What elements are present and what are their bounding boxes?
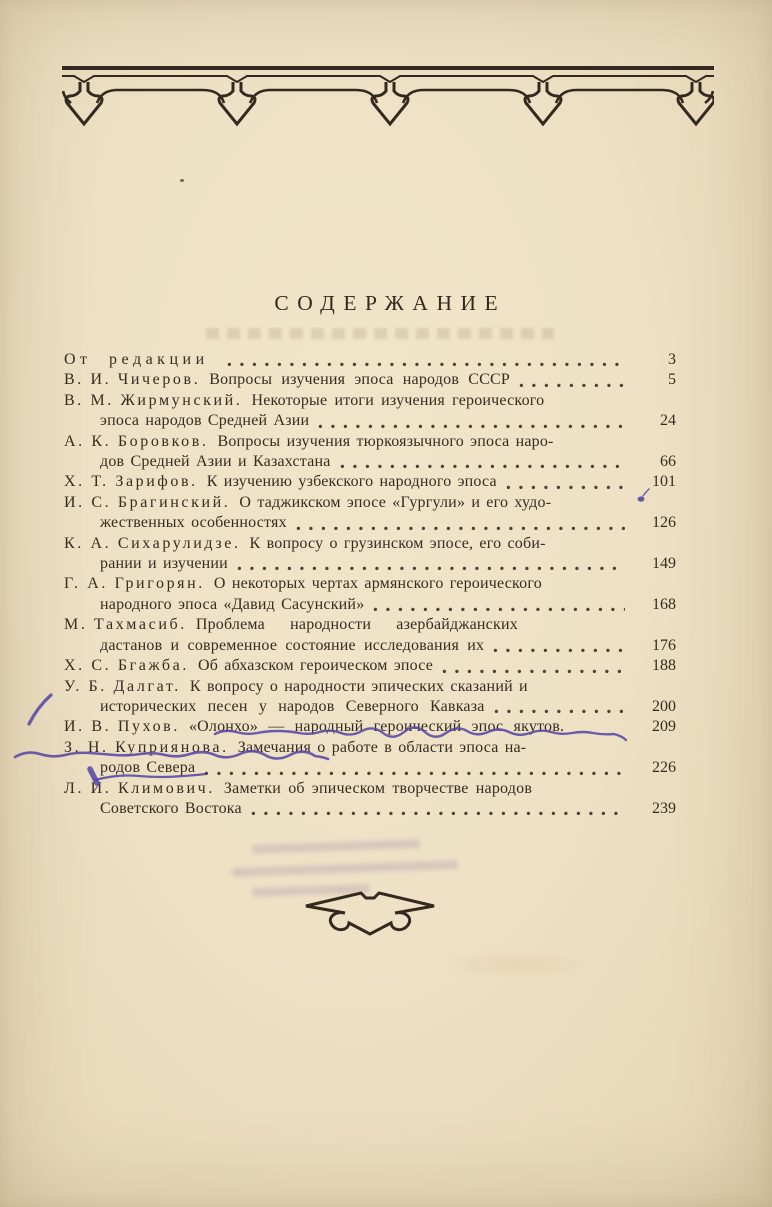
dot-leader [573, 717, 625, 737]
curled-rule [403, 90, 530, 103]
toc-entry-author: З. Н. Куприянова. [64, 738, 229, 756]
toc-entry [64, 779, 676, 820]
toc-entry-author: У. Б. Далгат. [64, 677, 181, 695]
toc-entry-line [64, 472, 676, 492]
toc-entry [64, 717, 676, 737]
toc-entry-line [64, 779, 676, 799]
dot-leader [373, 595, 625, 615]
curled-rule [250, 90, 377, 103]
toc-entry [64, 350, 676, 370]
toc-entry [64, 615, 676, 656]
toc-entry-line-continuation [64, 554, 676, 574]
toc-entry-author: Х. Т. Зарифов. [64, 473, 198, 491]
toc-entry-line-continuation [64, 595, 676, 615]
toc-entry-author: От редакции [64, 351, 209, 368]
toc-entry-line [64, 656, 676, 676]
toc-entry-title: К вопросу о грузинском эпосе, его соби- [249, 534, 546, 552]
toc-entry-page: 226 [652, 759, 676, 777]
toc-entry-line-continuation [64, 799, 676, 819]
dot-leader [442, 656, 625, 676]
toc-entry-author: М. Тахмасиб. [64, 616, 187, 634]
toc-entry-line-continuation [64, 636, 676, 656]
toc-entry-author: В. М. Жирмунский. [64, 391, 243, 409]
arrow-pendant-icon [678, 82, 714, 124]
toc-entry-line [64, 534, 676, 554]
toc-entry-page: 24 [660, 412, 676, 430]
toc-entry-line [64, 677, 676, 697]
toc-entry [64, 370, 676, 390]
toc-entry-line [64, 432, 676, 452]
toc-entry-title: Проблема народности азербайджанских [195, 616, 518, 634]
toc-entry-page: 239 [652, 799, 676, 817]
toc-entry [64, 391, 676, 432]
show-through-stamp [232, 860, 458, 877]
toc-entry-title-continuation: рании и изучении [100, 555, 228, 573]
toc-entry [64, 738, 676, 779]
toc-entry-author: А. К. Боровков. [64, 432, 209, 450]
toc-entry-author: В. И. Чичеров. [64, 371, 201, 389]
dot-leader [204, 758, 625, 778]
dot-leader [296, 513, 625, 533]
toc-entry-author: Х. С. Бгажба. [64, 657, 189, 675]
toc-entry-title: Вопросы изучения эпоса народов СССР [209, 371, 510, 389]
toc-entry-title: «Олонхо» — народный героический эпос якутов. [188, 718, 565, 736]
toc-entry [64, 574, 676, 615]
dot-leader [506, 472, 625, 492]
toc-entry-title-continuation: жественных особенностях [100, 514, 287, 532]
dot-leader [251, 799, 625, 819]
toc-entry-line [64, 350, 676, 370]
toc-entry-title-continuation: родов Севера [100, 759, 196, 777]
dot-leader [237, 554, 625, 574]
toc-entry-title: К вопросу о народности эпических сказаний и [189, 677, 528, 695]
toc-entry-line [64, 370, 676, 390]
toc-entry-line [64, 738, 676, 758]
arrow-pendant-icon [66, 82, 102, 124]
toc-entry-title-continuation: Советского Востока [100, 799, 242, 817]
winged-arrow-tailpiece-icon [306, 893, 434, 934]
page-title: СОДЕРЖАНИЕ [274, 291, 507, 315]
toc-entry-title: Некоторые итоги изучения героического [251, 391, 545, 409]
show-through-stamp [252, 839, 420, 854]
toc-entry-page: 188 [652, 657, 676, 675]
toc-entry-title: О некоторых чертах армянского героического [213, 575, 542, 593]
curled-rule [556, 90, 683, 103]
toc-entry-author: Л. И. Климович. [64, 779, 215, 797]
toc-entry-author: И. С. Брагинский. [64, 493, 231, 511]
toc-entry-page: 101 [652, 473, 676, 491]
toc-entry [64, 472, 676, 492]
toc-entry [64, 493, 676, 534]
toc-entry-title-continuation: народного эпоса «Давид Сасунский» [100, 595, 365, 613]
toc-entry-author: Г. А. Григорян. [64, 575, 205, 593]
toc-entry-page: 149 [652, 555, 676, 573]
dot-leader [227, 350, 625, 370]
toc-entry-title-continuation: исторических песен у народов Северного Кавказа [100, 697, 485, 715]
paper-speck [180, 179, 184, 182]
notched-rule [62, 76, 714, 82]
toc-entry-page: 176 [652, 636, 676, 654]
toc-entry-title-continuation: эпоса народов Средней Азии [100, 412, 310, 430]
arrow-pendant-icon [219, 82, 255, 124]
toc-entry-page: 66 [660, 453, 676, 471]
header-ornament [62, 64, 714, 128]
dot-leader [318, 411, 625, 431]
toc-entry-line-continuation [64, 513, 676, 533]
dot-leader [493, 636, 625, 656]
toc-entry-title: О таджикском эпосе «Гургули» и его худо- [239, 493, 552, 511]
toc-entry-title: Вопросы изучения тюркоязычного эпоса наро- [217, 432, 554, 450]
arrow-pendant-icon [525, 82, 561, 124]
toc-entry-line [64, 574, 676, 594]
toc-entry-line-continuation [64, 697, 676, 717]
toc-entry-title: Заметки об эпическом творчестве народов [223, 779, 533, 797]
toc-entry-title-continuation: дастанов и современное состояние исследования их [100, 636, 485, 654]
toc-entry-line-continuation [64, 758, 676, 778]
toc-entry-page: 5 [668, 371, 676, 389]
toc-entry-page: 126 [652, 514, 676, 532]
toc-entry [64, 677, 676, 718]
toc-entry [64, 432, 676, 473]
toc-entry-title: К изучению узбекского народного эпоса [206, 473, 497, 491]
toc-entry-line-continuation [64, 452, 676, 472]
dot-leader [519, 370, 625, 390]
toc-entry-title: Замечания о работе в области эпоса на- [237, 738, 527, 756]
toc-entry [64, 534, 676, 575]
dot-leader [340, 452, 625, 472]
toc-entry-line-continuation [64, 411, 676, 431]
pen-checkmark [29, 695, 51, 724]
table-of-contents [64, 350, 676, 819]
toc-entry-page: 3 [668, 351, 676, 368]
toc-entry-page: 209 [652, 718, 676, 736]
footer-ornament [303, 889, 437, 939]
toc-entry-line [64, 493, 676, 513]
arrow-pendant-icon [372, 82, 408, 124]
toc-entry-line [64, 391, 676, 411]
toc-entry-author: К. А. Сихарулидзе. [64, 534, 241, 552]
toc-entry-title-continuation: дов Средней Азии и Казахстана [100, 453, 331, 471]
toc-entry-page: 168 [652, 595, 676, 613]
curled-rule [97, 90, 224, 103]
toc-entry-page: 200 [652, 697, 676, 715]
toc-entry [64, 656, 676, 676]
toc-entry-title: Об абхазском героическом эпосе [197, 657, 434, 675]
paper-smudge [440, 952, 590, 978]
toc-entry-author: И. В. Пухов. [64, 718, 180, 736]
toc-entry-line [64, 717, 676, 737]
show-through-text [206, 328, 554, 339]
toc-entry-line [64, 615, 676, 635]
dot-leader [494, 697, 625, 717]
